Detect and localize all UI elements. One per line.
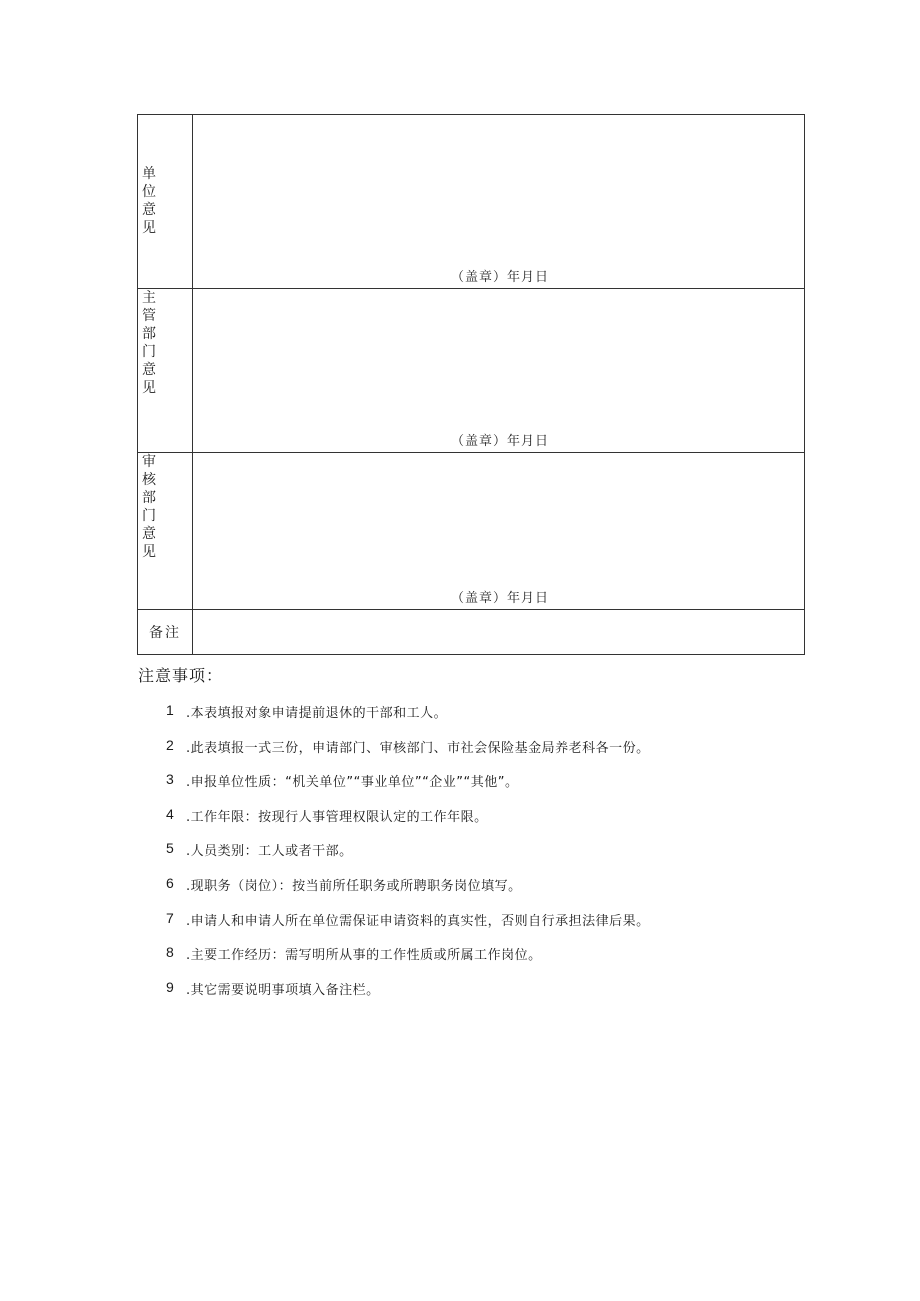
remarks-label: 备注 xyxy=(138,610,193,655)
dept-opinion-row xyxy=(138,289,805,453)
dept-opinion-label: 主管部门意见 xyxy=(142,290,156,396)
note-number: 3 xyxy=(166,771,174,788)
notes-heading: 注意事项： xyxy=(138,666,224,685)
list-item xyxy=(166,944,650,979)
list-item xyxy=(166,806,650,841)
dept-opinion-stamp-date: （盖章）年月日 xyxy=(451,434,550,449)
note-text: .申报单位性质：“机关单位”“事业单位”“企业”“其他”。 xyxy=(186,775,519,791)
note-text: .此表填报一式三份，申请部门、审核部门、市社会保险基金局养老科各一份。 xyxy=(186,740,650,756)
note-number: 2 xyxy=(166,736,174,753)
list-item xyxy=(166,840,650,875)
unit-opinion-label-cell xyxy=(138,115,193,289)
note-number: 5 xyxy=(166,840,174,857)
note-number: 7 xyxy=(166,909,174,926)
audit-opinion-label: 审核部门意见 xyxy=(142,454,156,560)
note-text: .工作年限：按现行人事管理权限认定的工作年限。 xyxy=(186,809,488,825)
dept-opinion-field[interactable] xyxy=(193,289,805,453)
note-number: 1 xyxy=(166,702,174,718)
unit-opinion-field[interactable] xyxy=(193,115,805,289)
note-number: 4 xyxy=(166,805,174,822)
opinion-form-table xyxy=(137,114,805,655)
note-text: .人员类别：工人或者干部。 xyxy=(186,844,353,860)
note-number: 9 xyxy=(166,978,174,995)
list-item xyxy=(166,737,650,772)
audit-opinion-label-cell xyxy=(138,453,193,610)
dept-opinion-label-cell xyxy=(138,289,193,453)
note-text: .其它需要说明事项填入备注栏。 xyxy=(186,982,380,998)
note-text: .本表填报对象申请提前退休的干部和工人。 xyxy=(186,706,448,721)
unit-opinion-stamp-date: （盖章）年月日 xyxy=(451,270,550,285)
remarks-field[interactable] xyxy=(193,610,805,655)
list-item xyxy=(166,771,650,806)
note-text: .现职务（岗位）：按当前所任职务或所聘职务岗位填写。 xyxy=(186,878,522,894)
notes-list xyxy=(166,702,650,1013)
unit-opinion-row xyxy=(138,115,805,289)
audit-opinion-field[interactable] xyxy=(193,453,805,610)
audit-opinion-row xyxy=(138,453,805,610)
unit-opinion-label: 单位意见 xyxy=(142,166,156,236)
list-item xyxy=(166,875,650,910)
audit-opinion-stamp-date: （盖章）年月日 xyxy=(451,591,550,606)
list-item xyxy=(166,702,650,737)
note-text: .主要工作经历：需写明所从事的工作性质或所属工作岗位。 xyxy=(186,948,542,964)
note-number: 6 xyxy=(166,874,174,891)
note-number: 8 xyxy=(166,944,174,961)
note-text: .申请人和申请人所在单位需保证申请资料的真实性，否则自行承担法律后果。 xyxy=(186,913,650,929)
list-item xyxy=(166,910,650,945)
remarks-row xyxy=(138,610,805,655)
list-item xyxy=(166,979,650,1014)
